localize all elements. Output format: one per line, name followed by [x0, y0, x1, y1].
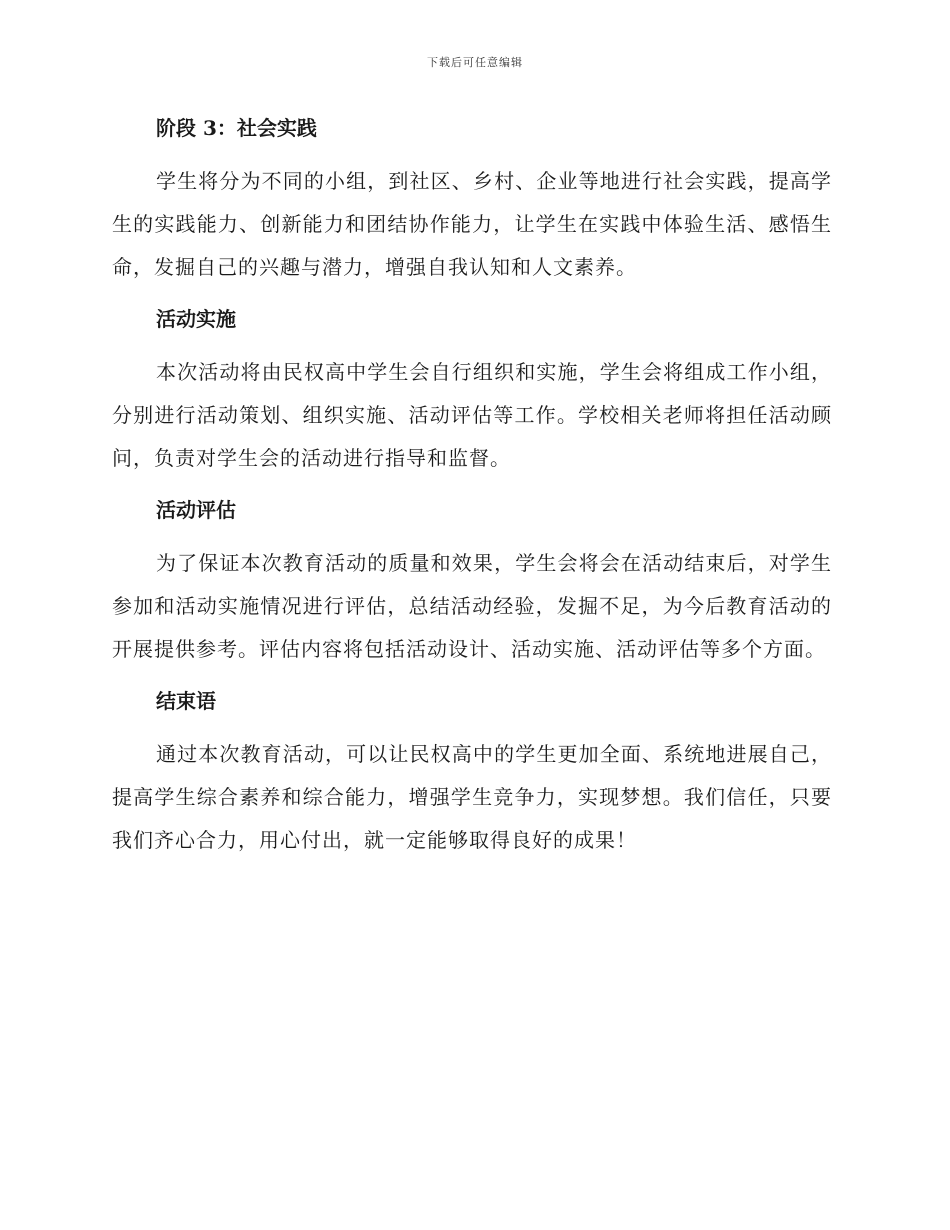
section-social-practice	[112, 108, 832, 299]
section-heading: 阶段 3：社会实践	[156, 116, 317, 140]
section-paragraph: 本次活动将由民权高中学生会自行组织和实施，学生会将组成工作小组，分别进行活动策划、组织实施、活动评估等工作。学校相关老师将担任活动顾问，负责对学生会的活动进行指导和监督。	[112, 360, 832, 470]
document-body	[112, 108, 832, 862]
page-header-note: 下载后可任意编辑	[427, 56, 523, 69]
section-paragraph: 为了保证本次教育活动的质量和效果，学生会将会在活动结束后，对学生参加和活动实施情况进行评估，总结活动经验，发掘不足，为今后教育活动的开展提供参考。评估内容将包括活动设计、活动实施、活动评估等多个方面。	[112, 551, 832, 661]
section-conclusion	[112, 681, 832, 862]
section-heading: 结束语	[156, 689, 216, 713]
section-evaluation	[112, 490, 832, 681]
section-paragraph: 通过本次教育活动，可以让民权高中的学生更加全面、系统地进展自己，提高学生综合素养和综合能力，增强学生竞争力，实现梦想。我们信任，只要我们齐心合力，用心付出，就一定能够取得良好的成果！	[112, 742, 832, 852]
section-implementation	[112, 299, 832, 490]
section-paragraph: 学生将分为不同的小组，到社区、乡村、企业等地进行社会实践，提高学生的实践能力、创新能力和团结协作能力，让学生在实践中体验生活、感悟生命，发掘自己的兴趣与潜力，增强自我认知和人文素养。	[112, 169, 832, 279]
section-heading: 活动评估	[156, 498, 236, 522]
section-heading: 活动实施	[156, 307, 236, 331]
